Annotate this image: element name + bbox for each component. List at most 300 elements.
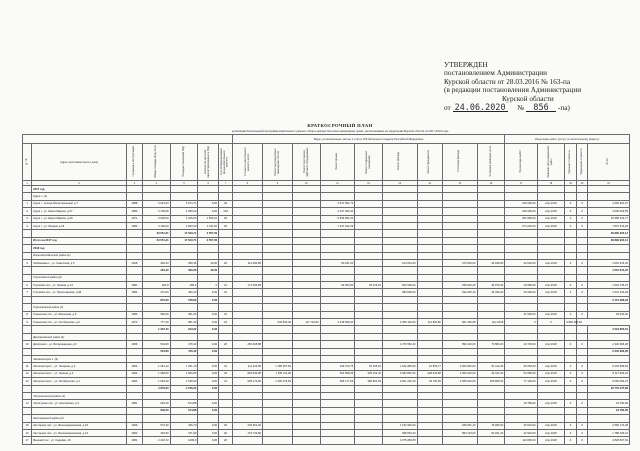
table-cell: 0 [565, 259, 577, 266]
table-cell [126, 274, 142, 281]
table-cell [442, 400, 477, 407]
table-cell [355, 208, 383, 215]
table-cell [292, 355, 320, 362]
table-cell: 4 075 283,58 [382, 437, 417, 444]
table-row [23, 363, 630, 370]
table-cell [198, 193, 219, 200]
column-number: 9 [262, 181, 292, 186]
table-cell: 0,00 [198, 363, 219, 370]
table-cell [382, 222, 417, 229]
table-cell: 54 105,24 [355, 363, 383, 370]
table-cell: 476,40 [170, 341, 198, 348]
table-cell [126, 237, 142, 244]
table-cell: 1981 [126, 282, 142, 289]
table-cell [320, 245, 355, 252]
table-cell [565, 348, 577, 355]
address-cell: Итого на 2017 год [32, 237, 127, 244]
table-cell [292, 378, 320, 385]
address-cell: Дмитриевский район (1) [32, 333, 127, 340]
table-cell [232, 355, 262, 362]
table-cell: 114 836,00 [505, 437, 537, 444]
table-cell [292, 237, 320, 244]
table-cell: 0 [505, 319, 537, 326]
table-row [23, 208, 630, 215]
table-cell [142, 333, 170, 340]
table-cell [417, 259, 442, 266]
table-cell [477, 311, 505, 318]
table-cell: 1 011,60 [198, 222, 219, 229]
table-cell [320, 311, 355, 318]
table-cell [262, 392, 292, 399]
table-cell: 0 [565, 215, 577, 222]
table-cell [565, 267, 577, 274]
table-cell [170, 304, 198, 311]
table-cell [537, 355, 565, 362]
table-cell [292, 370, 320, 377]
address-cell [32, 230, 127, 237]
table-cell: 22 779 475,68 [588, 385, 630, 392]
total-row [23, 267, 630, 274]
table-cell: 0 [565, 429, 577, 436]
table-cell [320, 333, 355, 340]
table-cell [537, 385, 565, 392]
table-cell: 236 069,00 [505, 208, 537, 215]
table-cell [505, 392, 537, 399]
table-cell [417, 200, 442, 207]
table-cell [126, 245, 142, 252]
table-cell [355, 429, 383, 436]
table-cell [355, 304, 383, 311]
address-cell: Железногорск г., ул. Ленина, д.2 [32, 370, 127, 377]
table-cell [442, 296, 477, 303]
table-cell [355, 392, 383, 399]
table-cell [262, 200, 292, 207]
column-header [576, 144, 588, 181]
column-number: 19 [565, 181, 577, 186]
table-cell: 1 604 735,97 [588, 282, 630, 289]
table-cell: 54 680,00 [505, 370, 537, 377]
table-cell: 1 [23, 200, 32, 207]
table-cell [382, 200, 417, 207]
table-cell: 504,80 [142, 341, 170, 348]
table-cell [382, 186, 417, 193]
table-cell [170, 252, 198, 259]
table-cell: 23 900,00 [505, 289, 537, 296]
table-row [23, 311, 630, 318]
table-cell: 572,30 [142, 422, 170, 429]
table-cell [442, 237, 477, 244]
table-cell [442, 355, 477, 362]
table-cell [588, 252, 630, 259]
table-cell [219, 348, 233, 355]
table-cell: 20 745,00 [505, 341, 537, 348]
table-cell [355, 333, 383, 340]
table-cell [262, 348, 292, 355]
table-cell: 1 076 552,40 [382, 341, 417, 348]
table-cell [232, 230, 262, 237]
table-cell [23, 392, 32, 399]
table-cell [477, 415, 505, 422]
address-cell: Курск г., ул. Ленина, д.18 [32, 222, 127, 229]
table-cell: 17 [23, 437, 32, 444]
column-header [565, 144, 577, 181]
table-cell [232, 267, 262, 274]
table-cell: 60 181,20 [320, 259, 355, 266]
table-cell: 1988 [126, 200, 142, 207]
table-cell: 1948 [126, 259, 142, 266]
column-header-label: Адрес многоквартирного дома [60, 160, 98, 164]
table-cell [219, 392, 233, 399]
table-cell: 26 890 903,14 [588, 237, 630, 244]
table-cell [417, 282, 442, 289]
column-header [320, 144, 355, 181]
table-cell [477, 355, 505, 362]
table-cell: 1 956 120,00 [382, 319, 417, 326]
table-cell: 31 560,00 [505, 311, 537, 318]
table-cell [126, 407, 142, 414]
table-cell: 494,40 [142, 259, 170, 266]
table-cell: 1962 [126, 363, 142, 370]
column-header-label: № п/п [24, 157, 28, 166]
table-cell [126, 267, 142, 274]
table-cell: 1980 [126, 208, 142, 215]
table-cell [292, 193, 320, 200]
table-cell: 20 [219, 422, 233, 429]
table-cell [417, 355, 442, 362]
number-suffix: -па) [557, 104, 570, 113]
table-cell: 2 [23, 208, 32, 215]
table-cell [292, 222, 320, 229]
table-cell [477, 215, 505, 222]
table-cell: 4 852 180,62 [565, 319, 577, 326]
address-cell [32, 267, 127, 274]
table-cell: 0,00 [198, 311, 219, 318]
table-cell: 474,00 [142, 289, 170, 296]
table-cell [232, 333, 262, 340]
table-cell [320, 348, 355, 355]
table-cell [417, 222, 442, 229]
table-cell [442, 274, 477, 281]
table-cell [232, 385, 262, 392]
table-cell: 0,00 [198, 407, 219, 414]
table-cell [537, 252, 565, 259]
table-cell [505, 296, 537, 303]
table-cell [142, 274, 170, 281]
table-cell: 0,00 [198, 378, 219, 385]
table-cell [219, 407, 233, 414]
approval-line-4: (в редакции постановления Администрации [444, 86, 582, 95]
table-cell: 1 251,10 [170, 363, 198, 370]
table-cell [417, 429, 442, 436]
table-cell: 0 [576, 215, 588, 222]
table-cell: 1 547 232,26 [588, 289, 630, 296]
table-cell [23, 348, 32, 355]
table-cell [477, 407, 505, 414]
table-cell [442, 252, 477, 259]
table-cell [442, 311, 477, 318]
column-header [23, 144, 32, 181]
table-cell [537, 415, 565, 422]
table-cell [355, 296, 383, 303]
table-cell [505, 245, 537, 252]
table-cell: 1 337,40 [142, 326, 170, 333]
table-cell: 445,70 [170, 422, 198, 429]
table-cell: 4 600 991,97 [588, 200, 630, 207]
table-cell: 335 103,42 [355, 370, 383, 377]
table-cell: 1 152 930,00 [382, 422, 417, 429]
table-cell: 18 780,00 [588, 400, 630, 407]
date-prefix: от [444, 104, 451, 113]
table-cell: 0,00 [198, 319, 219, 326]
table-cell: 6 060 094,07 [588, 378, 630, 385]
table-cell [232, 200, 262, 207]
table-cell: 69 664,50 [320, 282, 355, 289]
table-cell: 0 [576, 370, 588, 377]
table-cell [442, 193, 477, 200]
table-row [23, 200, 630, 207]
approval-line-3: Курской области от 28.03.2016 № 163-па [444, 77, 571, 86]
table-cell: 6 700,95 [142, 208, 170, 215]
table-cell: 614 051,20 [382, 259, 417, 266]
table-cell [442, 333, 477, 340]
table-cell [292, 215, 320, 222]
table-cell: 36 [219, 222, 233, 229]
address-cell: Горшечное пос., ул. Октябрьская, д.6 [32, 319, 127, 326]
table-cell [576, 252, 588, 259]
table-cell [382, 215, 417, 222]
table-cell [565, 326, 577, 333]
table-cell: Апр 2018 [537, 422, 565, 429]
table-cell [442, 186, 477, 193]
table-cell [320, 296, 355, 303]
table-cell: 0 [565, 437, 577, 444]
table-cell [198, 304, 219, 311]
column-header [292, 144, 320, 181]
table-cell [262, 237, 292, 244]
column-header-label: Плановая дата завершения работ [547, 145, 553, 178]
table-cell: 5 974,71 [170, 200, 198, 207]
table-row [23, 341, 630, 348]
table-cell [126, 230, 142, 237]
table-cell [576, 333, 588, 340]
table-cell [23, 186, 32, 193]
table-cell [417, 437, 442, 444]
table-cell [442, 385, 477, 392]
table-cell: 5 [23, 259, 32, 266]
table-cell: 0,00 [198, 437, 219, 444]
table-cell [262, 267, 292, 274]
table-cell: 0 [565, 289, 577, 296]
table-cell [417, 208, 442, 215]
table-cell: 93 000,00 [588, 311, 630, 318]
table-body [23, 186, 630, 445]
table-cell: 4 006 063,55 [588, 208, 630, 215]
table-cell [126, 333, 142, 340]
table-cell [442, 215, 477, 222]
column-number: 6 [198, 181, 219, 186]
table-cell: 23 551,31 [142, 237, 170, 244]
table-cell: 228 943,68 [417, 370, 442, 377]
table-cell [170, 415, 198, 422]
table-cell: 681,30 [170, 319, 198, 326]
table-cell [477, 222, 505, 229]
table-cell: 139 472,75 [320, 363, 355, 370]
table-cell [477, 296, 505, 303]
table-cell: 6 913,63 [142, 200, 170, 207]
table-cell [170, 392, 198, 399]
table-cell [262, 274, 292, 281]
table-cell: 251 890,00 [505, 215, 537, 222]
column-header-label: Год ввода в эксплуатацию [131, 146, 135, 177]
table-cell [292, 326, 320, 333]
table-cell [576, 304, 588, 311]
table-cell [382, 326, 417, 333]
table-cell [219, 193, 233, 200]
table-cell: 0,00 [198, 370, 219, 377]
table-cell [442, 230, 477, 237]
table-cell [320, 326, 355, 333]
table-cell [219, 252, 233, 259]
column-number: 14 [417, 181, 442, 186]
table-cell [442, 208, 477, 215]
table-cell [262, 252, 292, 259]
table-cell [262, 245, 292, 252]
table-cell: 40 [219, 370, 233, 377]
table-cell [320, 304, 355, 311]
table-cell: 0 [565, 341, 577, 348]
table-cell [576, 385, 588, 392]
table-cell: 3 683 806,46 [382, 370, 417, 377]
table-cell [382, 252, 417, 259]
table-cell: 2 903,30 [170, 222, 198, 229]
table-cell [262, 282, 292, 289]
table-cell: 390,36 [170, 259, 198, 266]
table-cell [232, 304, 262, 311]
table-cell [232, 289, 262, 296]
table-cell [505, 304, 537, 311]
column-header [262, 144, 292, 181]
table-cell: 40,00 [198, 267, 219, 274]
table-cell: 7 [23, 289, 32, 296]
table-cell [292, 400, 320, 407]
table-cell: Апр 2018 [537, 341, 565, 348]
table-cell [477, 348, 505, 355]
table-cell [142, 193, 170, 200]
table-cell [505, 326, 537, 333]
table-cell [477, 437, 505, 444]
table-cell [219, 237, 233, 244]
column-number: 20 [576, 181, 588, 186]
table-cell: 1/1 [219, 319, 233, 326]
table-row [23, 400, 630, 407]
table-cell [565, 274, 577, 281]
table-cell [232, 274, 262, 281]
table-cell: 4 100,00 [142, 222, 170, 229]
table-cell: 0 [576, 289, 588, 296]
table-cell: 20 020,00 [505, 259, 537, 266]
address-cell: Золотухинский район (1) [32, 392, 127, 399]
table-cell: 0,00 [198, 341, 219, 348]
table-cell [477, 304, 505, 311]
table-cell [292, 245, 320, 252]
table-cell [382, 245, 417, 252]
table-cell: 26 890 903,14 [588, 230, 630, 237]
table-cell: 0,00 [198, 289, 219, 296]
table-cell [232, 186, 262, 193]
group-header: Виды, установленные частью 1 статьи 166 Жилищного кодекса Российской Федерации [232, 135, 504, 144]
table-cell [417, 215, 442, 222]
table-cell [292, 296, 320, 303]
table-cell [505, 348, 537, 355]
table-cell: 504 898,93 [320, 370, 355, 377]
table-cell: 21 [219, 289, 233, 296]
table-cell [565, 415, 577, 422]
column-header [477, 144, 505, 181]
table-cell [355, 200, 383, 207]
table-cell: 1 500,10 [198, 215, 219, 222]
table-cell [23, 267, 32, 274]
table-cell [537, 392, 565, 399]
table-cell: 0 [576, 429, 588, 436]
table-cell: 1 661 615,45 [588, 259, 630, 266]
table-cell [320, 267, 355, 274]
table-cell [355, 222, 383, 229]
column-header-label: Итого [606, 158, 610, 165]
table-cell: 23 551,31 [142, 230, 170, 237]
section-row [23, 355, 630, 362]
column-header-label: Установка приборов учета [488, 146, 492, 177]
section-row [23, 304, 630, 311]
column-number: 12 [355, 181, 383, 186]
table-cell [23, 326, 32, 333]
table-cell [505, 415, 537, 422]
table-cell: 390,36 [170, 267, 198, 274]
table-cell [477, 333, 505, 340]
table-cell: 20 [219, 259, 233, 266]
table-cell [355, 230, 383, 237]
table-cell [588, 355, 630, 362]
table-cell [142, 186, 170, 193]
table-cell [262, 186, 292, 193]
table-cell: 22 940,00 [505, 429, 537, 436]
table-cell [126, 193, 142, 200]
table-cell: 0,00 [198, 296, 219, 303]
table-cell [565, 385, 577, 392]
table-cell [355, 385, 383, 392]
table-cell: 480,4 [170, 282, 198, 289]
table-cell [232, 252, 262, 259]
table-cell: 1969 [126, 422, 142, 429]
section-row [23, 186, 630, 193]
table-cell [382, 348, 417, 355]
table-cell [565, 392, 577, 399]
table-cell [292, 422, 320, 429]
table-cell [126, 252, 142, 259]
table-cell [417, 230, 442, 237]
table-cell [142, 245, 170, 252]
address-cell: Глушково пос., ул. Ленина, д.14 [32, 282, 127, 289]
table-cell [219, 245, 233, 252]
table-cell: 905 177,66 [320, 378, 355, 385]
column-number: 1 [23, 181, 32, 186]
table-cell: 294 205,10 [442, 289, 477, 296]
table-cell: 913,22 [170, 326, 198, 333]
table-cell: 1 395 114,90 [262, 370, 292, 377]
table-cell: 984 830,00 [382, 289, 417, 296]
table-cell: 894 640,98 [232, 370, 262, 377]
table-cell [219, 400, 233, 407]
table-cell [417, 407, 442, 414]
